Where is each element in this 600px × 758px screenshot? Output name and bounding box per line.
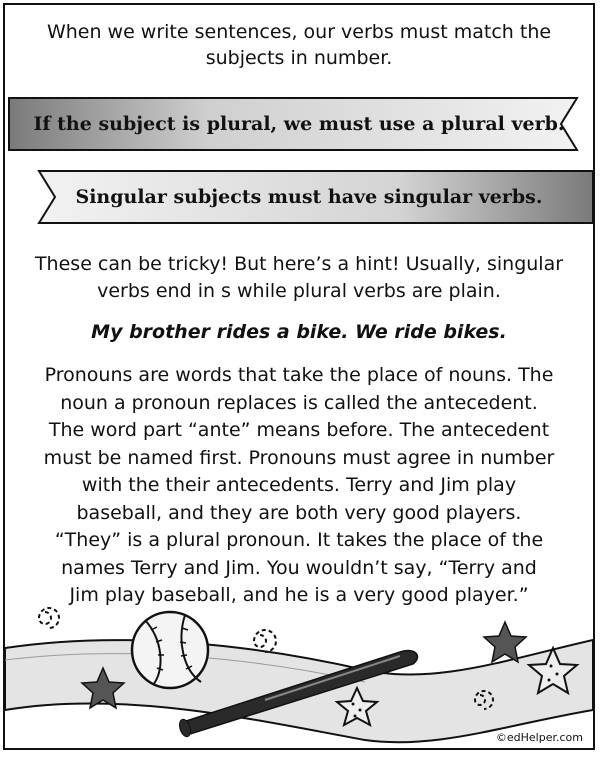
- paragraph-line: noun a pronoun replaces is called the antecedent.: [60, 391, 538, 414]
- singular-rule-banner: [5, 167, 593, 227]
- star-icon: [484, 622, 526, 662]
- singular-rule-text: Singular subjects must have singular verbs.: [75, 186, 543, 208]
- paragraph-line: “They” is a plural pronoun. It takes the place of the: [54, 529, 544, 551]
- example-sentence: My brother rides a bike. We ride bikes.: [91, 321, 507, 343]
- copyright-credit: ©edHelper.com: [495, 731, 583, 744]
- hint-line-1: These can be tricky! But here’s a hint! Usually, singular: [34, 253, 564, 275]
- hint-text: [5, 251, 593, 305]
- intro-text: [5, 19, 593, 71]
- paragraph-line: Pronouns are words that take the place of nouns. The: [44, 364, 554, 386]
- hint-line-2: verbs end in s while plural verbs are plain.: [97, 280, 501, 302]
- swirl-icon: [254, 630, 276, 652]
- baseball-icon: [132, 612, 208, 688]
- baseball-illustration: [5, 600, 593, 748]
- swirl-icon: [39, 608, 59, 628]
- worksheet-page: [3, 3, 595, 750]
- plural-rule-banner: [5, 94, 593, 154]
- intro-line-2: subjects in number.: [205, 47, 393, 69]
- pronoun-paragraph: [19, 362, 579, 610]
- paragraph-line: names Terry and Jim. You wouldn’t say, “Terry and: [61, 556, 537, 579]
- intro-line-1: When we write sentences, our verbs must match the: [46, 21, 552, 43]
- paragraph-line: must be named first. Pronouns must agree in number: [43, 446, 555, 469]
- paragraph-line: The word part “ante” means before. The antecedent: [48, 419, 550, 441]
- paragraph-line: Jim play baseball, and he is a very good player.”: [69, 584, 529, 606]
- paragraph-line: with the their antecedents. Terry and Jim play: [81, 474, 517, 496]
- paragraph-line: baseball, and they are both very good players.: [76, 501, 522, 524]
- plural-rule-text: If the subject is plural, we must use a plural verb.: [33, 113, 565, 135]
